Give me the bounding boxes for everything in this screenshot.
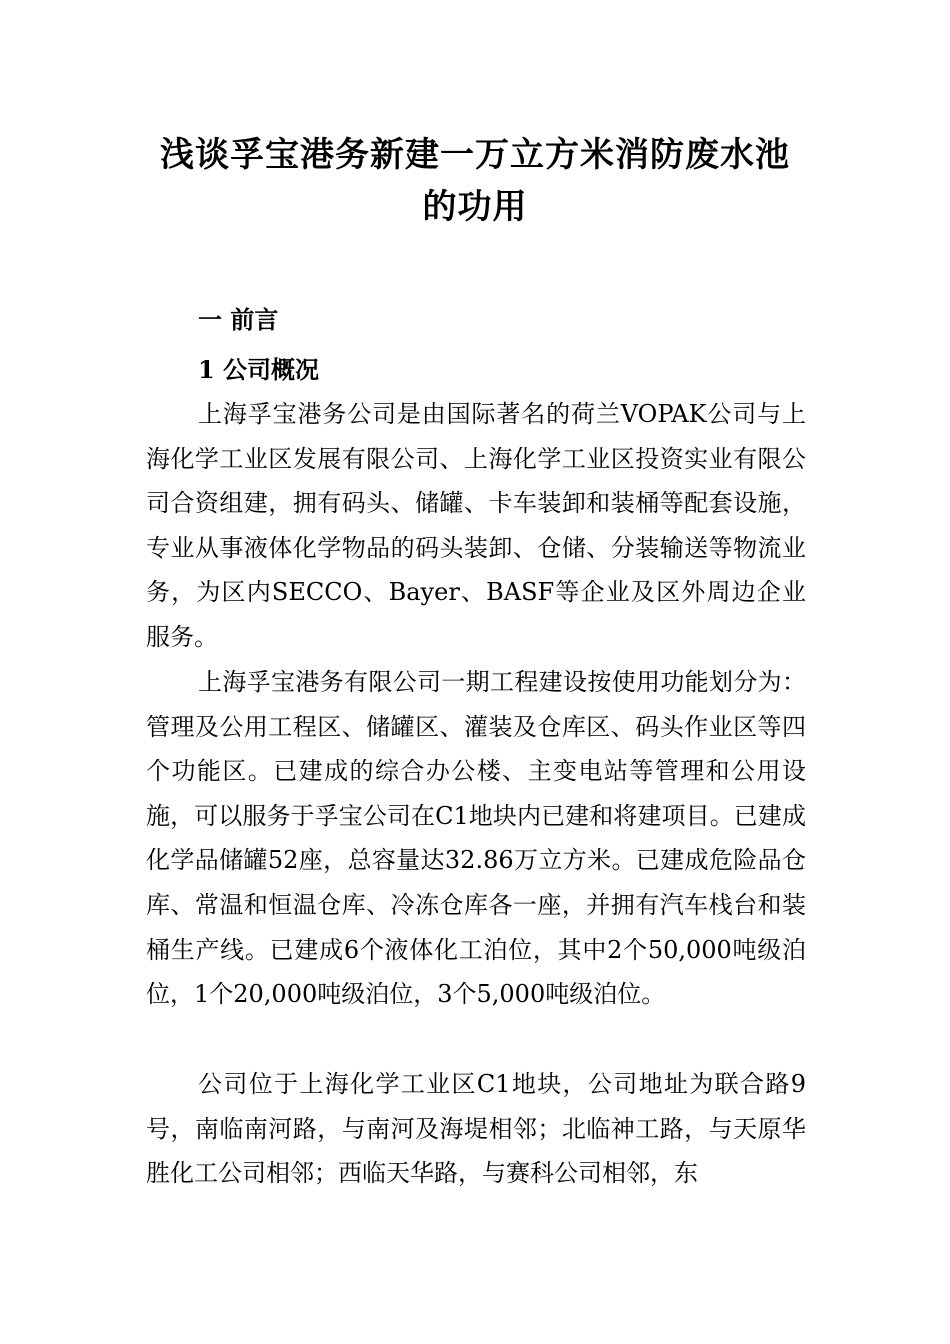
paragraph-phase-one-construction: 上海孚宝港务有限公司一期工程建设按使用功能划分为：管理及公用工程区、储罐区、灌装及仓库区、码头作业区等四个功能区。已建成的综合办公楼、主变电站等管理和公用设施，可以服务于孚宝公司在C1地块内已建和将建项目。已建成化学品储罐52座，总容量达32.86万立方米。已建成危险品仓库、常温和恒温仓库、冷冻仓库各一座，并拥有汽车栈台和装桶生产线。已建成6个液体化工泊位，其中2个50,000吨级泊位，1个20,000吨级泊位，3个5,000吨级泊位。: [146, 668, 806, 1009]
document-title-line-1: 浅谈孚宝港务新建一万立方米消防废水池: [160, 135, 790, 175]
paragraph-company-location: 公司位于上海化学工业区C1地块，公司地址为联合路9号，南临南河路，与南河及海堤相邻；北临神工路，与天原华胜化工公司相邻；西临天华路，与赛科公司相邻，东: [146, 1070, 806, 1188]
document-title-line-2: 的功用: [422, 187, 528, 227]
paragraph-company-overview: 上海孚宝港务公司是由国际著名的荷兰VOPAK公司与上海化学工业区发展有限公司、上海化学工业区投资实业有限公司合资组建，拥有码头、储罐、卡车装卸和装桶等配套设施，专业从事液体化学物品的码头装卸、仓储、分装输送等物流业务，为区内SECCO、Bayer、BASF等企业及区外周边企业服务。: [146, 400, 806, 651]
subsection-heading: 1 公司概况: [198, 355, 320, 384]
section-heading: 一 前言: [198, 305, 279, 334]
